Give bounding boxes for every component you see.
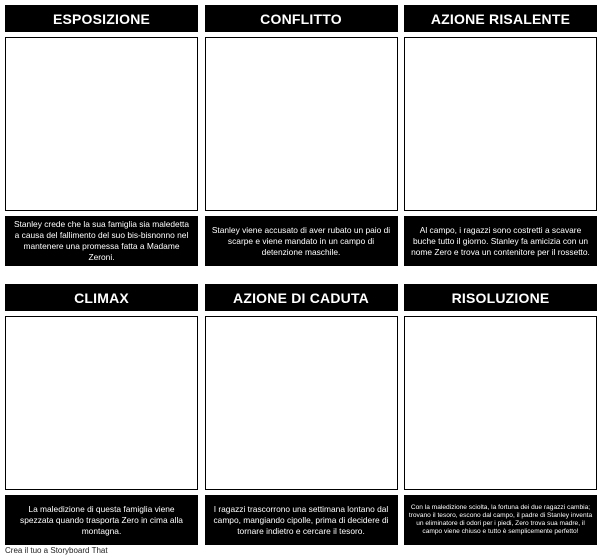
cell-description: Al campo, i ragazzi sono costretti a scavare buche tutto il giorno. Stanley fa amicizia con un nome Zero e trova un contenitore per il rossetto. (404, 216, 597, 266)
cell-description: I ragazzi trascorrono una settimana lontano dal campo, mangiando cipolle, prima di decidere di tornare indietro e cercare il tesoro. (205, 495, 398, 545)
storyboard (5, 5, 597, 545)
cell-climax (5, 284, 198, 545)
cell-conflitto (205, 5, 398, 266)
storyboard-row-2 (5, 284, 597, 545)
cell-azione-risalente (404, 5, 597, 266)
cell-image-placeholder (404, 37, 597, 211)
cell-title: ESPOSIZIONE (5, 5, 198, 32)
cell-title: CONFLITTO (205, 5, 398, 32)
cell-title: RISOLUZIONE (404, 284, 597, 311)
cell-image-placeholder (404, 316, 597, 490)
cell-risoluzione (404, 284, 597, 545)
cell-azione-di-caduta (205, 284, 398, 545)
cell-image-placeholder (5, 316, 198, 490)
storyboardthat-credit-link[interactable]: Crea il tuo a Storyboard That (5, 546, 108, 555)
cell-title: AZIONE DI CADUTA (205, 284, 398, 311)
cell-title: CLIMAX (5, 284, 198, 311)
cell-esposizione (5, 5, 198, 266)
cell-description: Con la maledizione sciolta, la fortuna dei due ragazzi cambia; trovano il tesoro, escono dal campo, il padre di Stanley inventa un eliminatore di odori per i piedi, Zero trova sua madre, il campo viene chiuso e tutto è semplicemente perfetto! (404, 495, 597, 545)
cell-description: Stanley viene accusato di aver rubato un paio di scarpe e viene mandato in un campo di detenzione maschile. (205, 216, 398, 266)
cell-image-placeholder (5, 37, 198, 211)
cell-image-placeholder (205, 316, 398, 490)
cell-description: Stanley crede che la sua famiglia sia maledetta a causa del fallimento del suo bis-bisnonno nel mantenere una promessa fatta a Madame Zeroni. (5, 216, 198, 266)
storyboard-row-1 (5, 5, 597, 266)
cell-description: La maledizione di questa famiglia viene spezzata quando trasporta Zero in cima alla montagna. (5, 495, 198, 545)
cell-title: AZIONE RISALENTE (404, 5, 597, 32)
cell-image-placeholder (205, 37, 398, 211)
